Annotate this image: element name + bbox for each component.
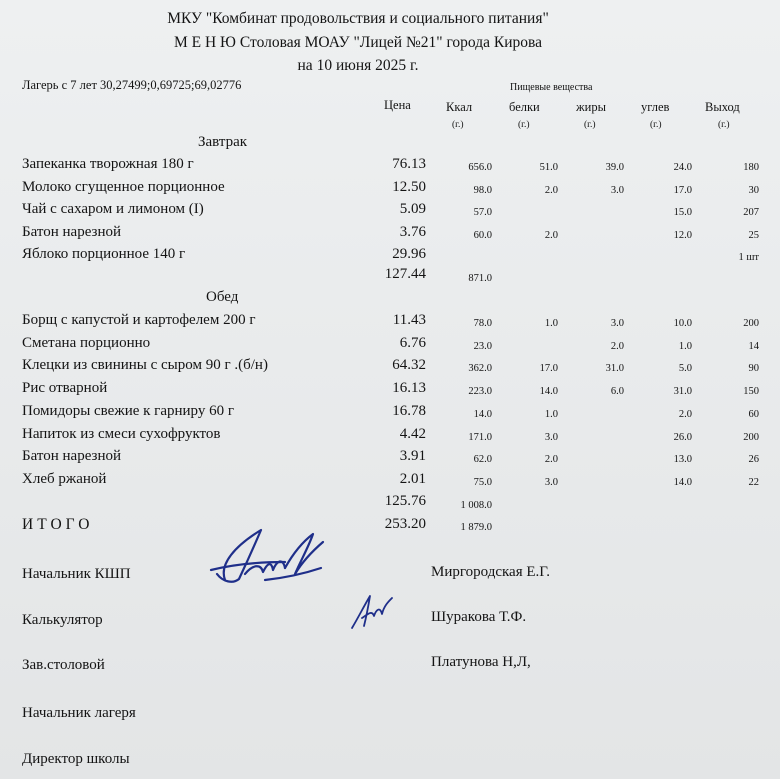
dish-price: 12.50 bbox=[392, 178, 426, 195]
dish-fats: 39.0 bbox=[605, 162, 624, 173]
dish-kcal: 75.0 bbox=[473, 476, 492, 488]
dish-name: Помидоры свежие к гарниру 60 г bbox=[22, 402, 234, 419]
dish-name: Батон нарезной bbox=[22, 448, 122, 465]
dish-proteins: 2.0 bbox=[544, 184, 558, 196]
signature-role-school-director: Директор школы bbox=[22, 751, 130, 767]
dish-price: 16.13 bbox=[392, 380, 426, 397]
dish-carbs: 17.0 bbox=[673, 184, 692, 196]
dish-proteins: 51.0 bbox=[539, 162, 558, 173]
dish-kcal: 362.0 bbox=[468, 363, 492, 375]
section-lunch-title: Обед bbox=[206, 289, 239, 305]
col-proteins-header: белки bbox=[509, 100, 540, 114]
dish-yield: 200 bbox=[743, 318, 759, 329]
nutrients-title: Пищевые вещества bbox=[510, 82, 593, 93]
col-carbs-header: углев bbox=[641, 100, 670, 114]
section-breakfast-title: Завтрак bbox=[198, 134, 248, 150]
dish-kcal: 223.0 bbox=[468, 386, 492, 398]
dish-carbs: 2.0 bbox=[678, 408, 692, 420]
unit-yield: (г.) bbox=[718, 120, 730, 130]
dish-name: Рис отварной bbox=[22, 380, 108, 397]
unit-fats: (г.) bbox=[584, 120, 596, 130]
dish-yield: 180 bbox=[743, 162, 759, 173]
dish-yield: 25 bbox=[748, 229, 759, 241]
dish-proteins: 1.0 bbox=[544, 318, 558, 329]
signature-name-calculator: Шуракова Т.Ф. bbox=[431, 609, 527, 625]
dish-kcal: 62.0 bbox=[473, 454, 492, 466]
dish-carbs: 31.0 bbox=[673, 386, 692, 398]
dish-fats: 6.0 bbox=[610, 386, 624, 398]
dish-kcal: 171.0 bbox=[468, 431, 492, 443]
dish-price: 6.76 bbox=[399, 334, 426, 351]
signature-role-calculator: Калькулятор bbox=[22, 612, 103, 628]
dish-kcal: 23.0 bbox=[473, 340, 492, 352]
signature-name-kshp: Миргородская Е.Г. bbox=[431, 564, 551, 580]
dish-carbs: 24.0 bbox=[673, 162, 692, 173]
dish-fats: 2.0 bbox=[610, 340, 624, 352]
dish-name: Яблоко порционное 140 г bbox=[22, 246, 186, 262]
dish-name: Запеканка творожная 180 г bbox=[22, 156, 194, 172]
unit-kcal: (г.) bbox=[452, 120, 464, 130]
camp-line: Лагерь с 7 лет 30,27499;0,69725;69,02776 bbox=[22, 78, 242, 92]
dish-price: 3.76 bbox=[399, 223, 426, 240]
dish-proteins: 2.0 bbox=[544, 454, 558, 466]
handwritten-signature-kshp bbox=[205, 524, 330, 588]
dish-yield: 207 bbox=[743, 207, 759, 218]
dish-fats: 3.0 bbox=[610, 184, 624, 196]
dish-yield: 60 bbox=[748, 408, 759, 420]
dish-carbs: 15.0 bbox=[673, 207, 692, 218]
total-price: 253.20 bbox=[384, 516, 426, 532]
dish-price: 29.96 bbox=[392, 246, 426, 262]
signature-name-canteen-head: Платунова Н,Л, bbox=[431, 654, 531, 670]
dish-price: 2.01 bbox=[399, 470, 426, 487]
dish-price: 5.09 bbox=[399, 201, 426, 217]
dish-kcal: 656.0 bbox=[468, 162, 492, 173]
signature-role-camp-head: Начальник лагеря bbox=[22, 705, 136, 721]
dish-yield: 1 шт bbox=[738, 252, 759, 263]
header-menu-title: М Е Н Ю Столовая МОАУ "Лицей №21" города Кирова bbox=[173, 34, 542, 51]
dish-proteins: 14.0 bbox=[539, 386, 558, 398]
signature-role-canteen-head: Зав.столовой bbox=[22, 657, 105, 673]
col-price-header: Цена bbox=[384, 98, 411, 112]
dish-name: Напиток из смеси сухофруктов bbox=[22, 425, 221, 442]
dish-kcal: 78.0 bbox=[473, 318, 492, 329]
dish-kcal: 57.0 bbox=[473, 207, 492, 218]
dish-yield: 22 bbox=[748, 476, 759, 488]
dish-yield: 200 bbox=[743, 431, 759, 443]
header-date: на 10 июня 2025 г. bbox=[297, 57, 419, 74]
handwritten-signature-calculator bbox=[348, 588, 398, 632]
signature-role-kshp: Начальник КШП bbox=[22, 566, 131, 582]
col-yield-header: Выход bbox=[705, 100, 740, 114]
dish-price: 3.91 bbox=[399, 448, 426, 465]
dish-name: Хлеб ржаной bbox=[22, 470, 107, 487]
dish-proteins: 1.0 bbox=[544, 408, 558, 420]
header-organization: МКУ "Комбинат продовольствия и социального питания" bbox=[167, 10, 549, 27]
dish-name: Сметана порционно bbox=[22, 334, 151, 351]
dish-proteins: 17.0 bbox=[539, 363, 558, 375]
dish-yield: 26 bbox=[748, 454, 759, 466]
dish-price: 76.13 bbox=[392, 156, 426, 172]
dish-kcal: 98.0 bbox=[473, 184, 492, 196]
col-kcal-header: Ккал bbox=[446, 100, 473, 114]
dish-name: Борщ с капустой и картофелем 200 г bbox=[22, 312, 256, 328]
lunch-subtotal-kcal: 1 008.0 bbox=[460, 500, 492, 511]
dish-yield: 14 bbox=[748, 340, 759, 352]
dish-name: Чай с сахаром и лимоном (I) bbox=[22, 201, 204, 217]
breakfast-subtotal-kcal: 871.0 bbox=[468, 273, 492, 284]
lunch-subtotal-price: 125.76 bbox=[384, 493, 426, 509]
dish-yield: 30 bbox=[748, 184, 759, 196]
dish-carbs: 1.0 bbox=[678, 340, 692, 352]
dish-yield: 90 bbox=[748, 363, 759, 375]
dish-carbs: 5.0 bbox=[678, 363, 692, 375]
dish-carbs: 26.0 bbox=[673, 431, 692, 443]
dish-kcal: 60.0 bbox=[473, 229, 492, 241]
dish-price: 16.78 bbox=[392, 402, 426, 419]
dish-name: Молоко сгущенное порционное bbox=[22, 178, 225, 195]
unit-carbs: (г.) bbox=[650, 120, 662, 130]
dish-proteins: 2.0 bbox=[544, 229, 558, 241]
dish-kcal: 14.0 bbox=[473, 408, 492, 420]
dish-carbs: 14.0 bbox=[673, 476, 692, 488]
dish-carbs: 10.0 bbox=[673, 318, 692, 329]
dish-name: Батон нарезной bbox=[22, 223, 122, 240]
dish-carbs: 12.0 bbox=[673, 229, 692, 241]
total-label: ИТОГО bbox=[22, 516, 94, 533]
breakfast-subtotal-price: 127.44 bbox=[384, 266, 426, 282]
dish-fats: 3.0 bbox=[610, 318, 624, 329]
dish-price: 64.32 bbox=[392, 357, 426, 374]
unit-proteins: (г.) bbox=[518, 120, 530, 130]
dish-proteins: 3.0 bbox=[544, 476, 558, 488]
dish-fats: 31.0 bbox=[605, 363, 624, 375]
col-fats-header: жиры bbox=[576, 100, 606, 114]
dish-carbs: 13.0 bbox=[673, 454, 692, 466]
dish-yield: 150 bbox=[743, 386, 759, 398]
dish-name: Клецки из свинины с сыром 90 г .(б/н) bbox=[22, 357, 268, 374]
dish-proteins: 3.0 bbox=[544, 431, 558, 443]
dish-price: 11.43 bbox=[392, 312, 426, 328]
dish-price: 4.42 bbox=[399, 425, 426, 442]
total-kcal: 1 879.0 bbox=[460, 522, 492, 533]
